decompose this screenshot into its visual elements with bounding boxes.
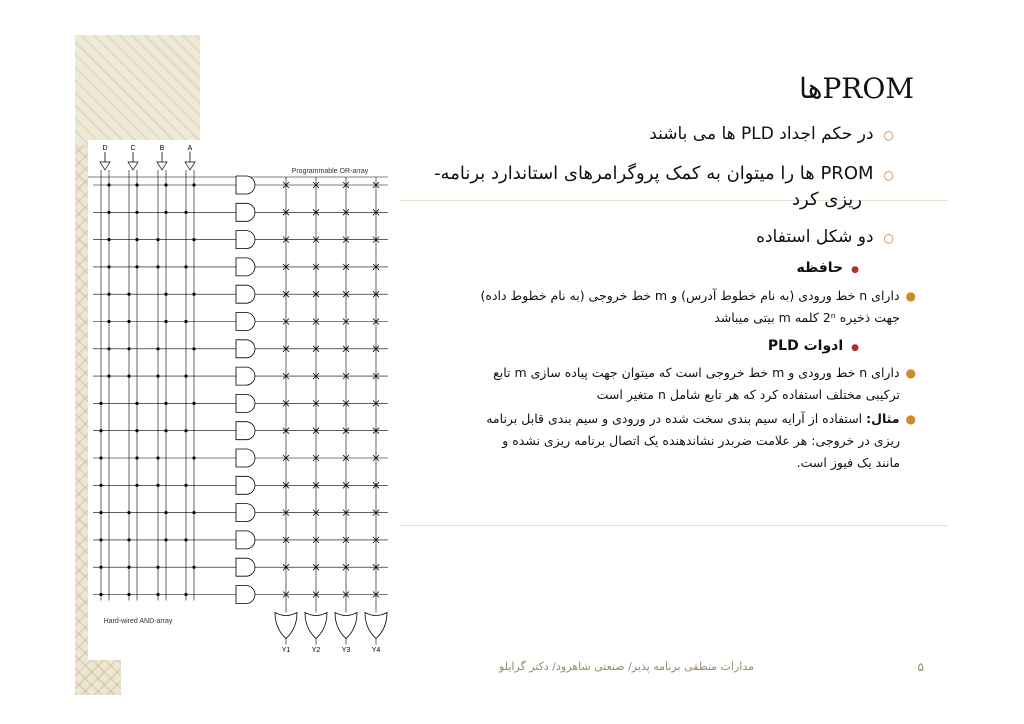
bullet-marker: ●: [905, 289, 916, 303]
output-label-y4: Y4: [371, 647, 381, 654]
hardwired-dot: [135, 429, 138, 432]
pld-line-1: [396, 362, 916, 384]
hardwired-dot: [184, 265, 187, 268]
hardwired-dot: [184, 375, 187, 378]
and-gate-icon: [236, 558, 255, 576]
hardwired-dot: [164, 402, 167, 405]
decorative-corner: [75, 35, 200, 145]
hardwired-dot: [107, 265, 110, 268]
hardwired-dot: [156, 347, 159, 350]
hardwired-dot: [107, 375, 110, 378]
memory-desc: [396, 285, 916, 329]
output-label-y1: Y1: [281, 647, 291, 654]
hardwired-dot: [99, 566, 102, 569]
output-label-y2: Y2: [311, 647, 321, 654]
and-gate-icon: [236, 285, 255, 303]
hardwired-dot: [135, 211, 138, 214]
hardwired-dot: [192, 456, 195, 459]
and-gate-icon: [236, 586, 255, 604]
hardwired-dot: [107, 238, 110, 241]
page-number: ۵: [917, 660, 924, 674]
hardwired-dot: [164, 511, 167, 514]
hardwired-dot: [156, 375, 159, 378]
divider-bottom: [400, 525, 948, 526]
hardwired-dot: [184, 211, 187, 214]
hardwired-dot: [192, 566, 195, 569]
hardwired-dot: [127, 347, 130, 350]
input-label-b: B: [159, 145, 165, 152]
example-line-2: ریزی در خروجی: هر علامت ضربدر نشاندهنده یک اتصال برنامه ریزی نشده و: [502, 433, 900, 448]
hardwired-dot: [192, 293, 195, 296]
bullet-marker: ●: [905, 366, 916, 380]
hardwired-dot: [107, 293, 110, 296]
memory-heading: [796, 260, 859, 276]
divider-top: [400, 200, 948, 201]
hardwired-dot: [156, 238, 159, 241]
hardwired-dot: [127, 538, 130, 541]
hardwired-dot: [127, 511, 130, 514]
and-gate-icon: [236, 422, 255, 440]
bullet-marker: ○: [883, 231, 894, 245]
hardwired-dot: [135, 456, 138, 459]
hardwired-dot: [164, 429, 167, 432]
hardwired-dot: [107, 320, 110, 323]
example-line-1-text: استفاده از آرایه سیم بندی سخت شده در ورودی و سیم بندی قابل برنامه: [486, 411, 863, 426]
and-gate-icon: [236, 313, 255, 331]
or-array-label: Programmable OR-array: [291, 168, 369, 175]
hardwired-dot: [99, 593, 102, 596]
bullet-marker: ●: [905, 412, 916, 426]
example-label: مثال:: [866, 411, 900, 426]
hardwired-dot: [192, 511, 195, 514]
hardwired-dot: [164, 538, 167, 541]
output-label-y3: Y3: [341, 647, 351, 654]
example-line-3: مانند یک فیوز است.: [796, 455, 900, 470]
input-label-c: C: [130, 145, 136, 152]
and-gate-icon: [236, 258, 255, 276]
memory-heading-text: حافظه: [796, 260, 844, 276]
bullet-1: [649, 120, 894, 149]
pld-heading-text: ادوات PLD: [767, 338, 844, 354]
hardwired-dot: [99, 402, 102, 405]
hardwired-dot: [184, 429, 187, 432]
and-gate-icon: [236, 367, 255, 385]
hardwired-dot: [192, 402, 195, 405]
bullet-3-text: دو شکل استفاده: [756, 227, 874, 247]
hardwired-dot: [164, 320, 167, 323]
and-gate-icon: [236, 476, 255, 494]
hardwired-dot: [135, 183, 138, 186]
and-gate-icon: [236, 394, 255, 412]
hardwired-dot: [107, 347, 110, 350]
and-gate-icon: [236, 176, 255, 194]
hardwired-dot: [99, 511, 102, 514]
hardwired-dot: [156, 265, 159, 268]
pld-line-2: ترکیبی مختلف استفاده کرد که هر تابع شامل n متغیر است: [596, 387, 900, 402]
hardwired-dot: [156, 566, 159, 569]
hardwired-dot: [135, 484, 138, 487]
prom-diagram: [88, 140, 398, 660]
hardwired-dot: [164, 211, 167, 214]
example-desc: [396, 408, 916, 474]
input-label-a: A: [187, 145, 193, 152]
slide-title: PROMها: [799, 72, 914, 105]
sub-bullet-marker: ●: [851, 265, 859, 275]
hardwired-dot: [156, 484, 159, 487]
bullet-2: [434, 160, 894, 189]
hardwired-dot: [127, 375, 130, 378]
bullet-marker: ○: [883, 128, 894, 142]
and-gate-icon: [236, 203, 255, 221]
and-gate-icon: [236, 231, 255, 249]
and-gate-icon: [236, 340, 255, 358]
hardwired-dot: [99, 456, 102, 459]
hardwired-dot: [127, 593, 130, 596]
hardwired-dot: [184, 538, 187, 541]
bullet-3: [756, 223, 894, 252]
hardwired-dot: [156, 593, 159, 596]
memory-line-2: جهت ذخیره 2ⁿ کلمه m بیتی میباشد: [714, 310, 900, 325]
bullet-marker: ○: [883, 168, 894, 182]
hardwired-dot: [99, 429, 102, 432]
hardwired-dot: [135, 265, 138, 268]
pld-line-1-text: دارای n خط ورودی و m خط خروجی است که میتوان جهت پیاده سازی m تابع: [493, 365, 900, 380]
hardwired-dot: [184, 320, 187, 323]
hardwired-dot: [192, 347, 195, 350]
example-line-1: [396, 408, 916, 430]
hardwired-dot: [99, 484, 102, 487]
hardwired-dot: [192, 183, 195, 186]
bullet-2-continued: ریزی کرد: [792, 189, 862, 210]
sub-bullet-marker: ●: [851, 343, 859, 353]
memory-line-1-text: دارای n خط ورودی (به نام خطوط آدرس) و m خط خروجی (به نام خطوط داده): [480, 288, 900, 303]
bullet-2-text: PROM ها را میتوان به کمک پروگرامرهای استاندارد برنامه-: [434, 163, 874, 184]
hardwired-dot: [156, 456, 159, 459]
pld-desc: [396, 362, 916, 406]
input-label-d: D: [102, 145, 108, 152]
and-gate-icon: [236, 531, 255, 549]
hardwired-dot: [135, 238, 138, 241]
footer-text: مدارات منطقی برنامه پذیر/ صنعتی شاهرود/ دکتر گرایلو: [499, 660, 754, 673]
pld-heading: [768, 338, 859, 354]
hardwired-dot: [164, 293, 167, 296]
memory-line-1: [396, 285, 916, 307]
hardwired-dot: [127, 566, 130, 569]
and-gate-icon: [236, 449, 255, 467]
hardwired-dot: [127, 293, 130, 296]
and-array-label: Hard-wired AND-array: [103, 618, 173, 625]
hardwired-dot: [192, 238, 195, 241]
and-gate-icon: [236, 504, 255, 522]
hardwired-dot: [184, 484, 187, 487]
hardwired-dot: [107, 211, 110, 214]
hardwired-dot: [107, 183, 110, 186]
hardwired-dot: [184, 593, 187, 596]
hardwired-dot: [164, 183, 167, 186]
hardwired-dot: [127, 320, 130, 323]
hardwired-dot: [99, 538, 102, 541]
bullet-1-text: در حکم اجداد PLD ها می باشند: [649, 124, 874, 144]
hardwired-dot: [135, 402, 138, 405]
